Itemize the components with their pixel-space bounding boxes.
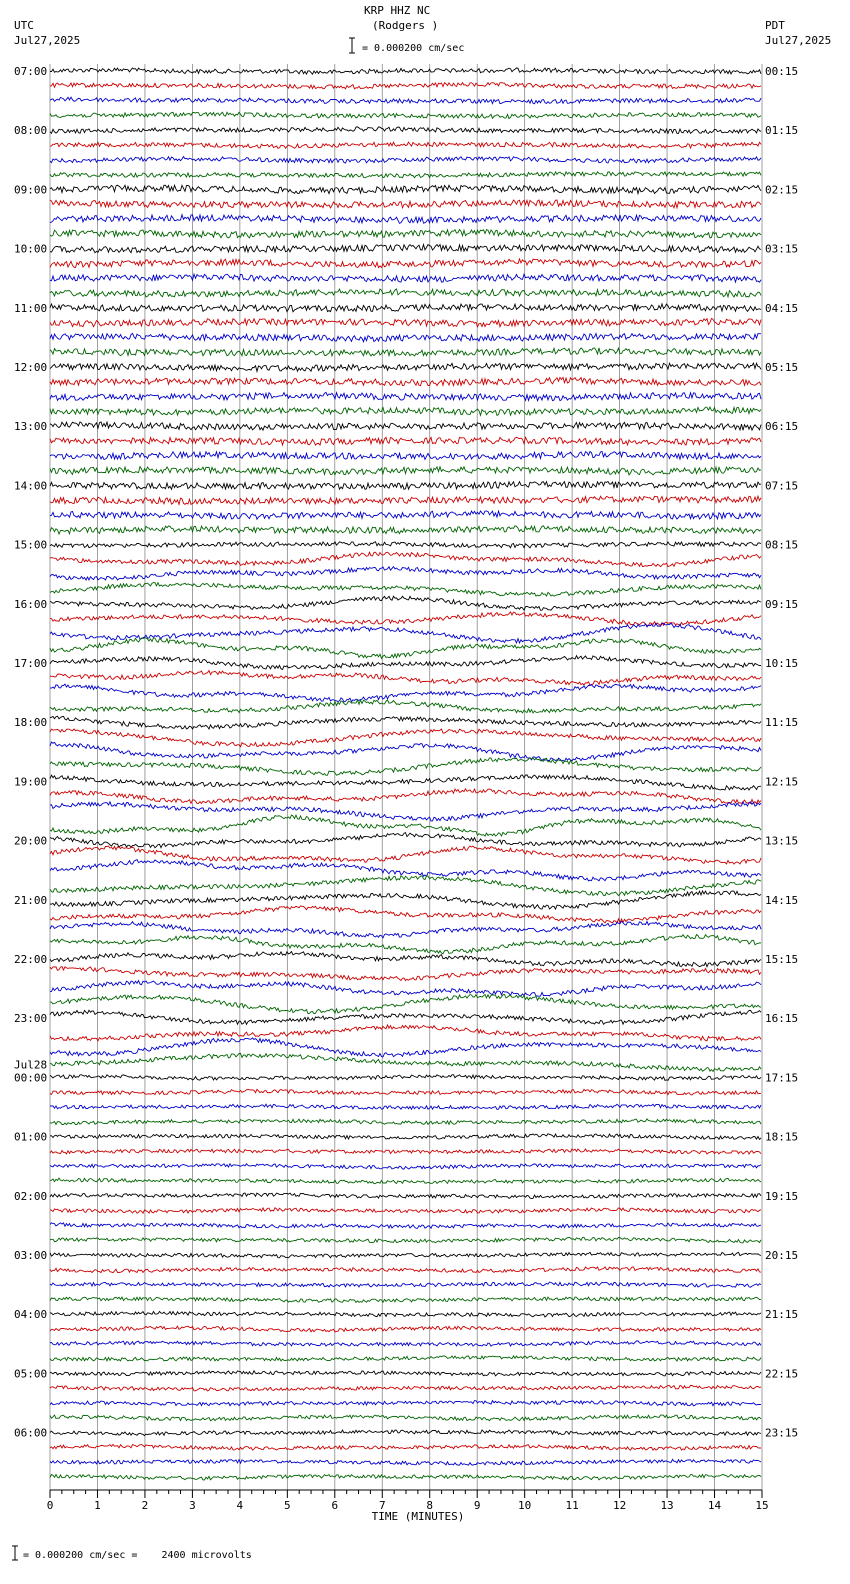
seismic-trace — [50, 1445, 761, 1451]
seismic-trace — [50, 1010, 761, 1024]
pdt-hour-label: 00:15 — [765, 65, 799, 78]
seismic-trace — [50, 1104, 761, 1109]
pdt-hour-label: 14:15 — [765, 893, 799, 907]
seismic-trace — [50, 1178, 761, 1184]
utc-hour-label: 21:00 — [14, 893, 48, 907]
seismic-trace — [50, 185, 761, 193]
seismic-trace — [50, 274, 761, 282]
seismic-trace — [50, 1089, 761, 1095]
seismic-trace — [50, 83, 761, 89]
utc-hour-label: 04:00 — [14, 1308, 48, 1322]
x-tick-label: 4 — [236, 1499, 244, 1512]
seismic-trace — [50, 789, 761, 804]
x-tick-label: 9 — [473, 1499, 481, 1512]
pdt-hour-label: 09:15 — [765, 597, 799, 611]
seismic-trace — [50, 1341, 761, 1346]
seismic-trace — [50, 1193, 761, 1199]
utc-hour-label: 18:00 — [14, 716, 48, 730]
calibration-label: = 0.000200 cm/sec = 2400 microvolts — [23, 1550, 252, 1561]
seismic-trace — [50, 142, 761, 148]
pdt-hour-label: 13:15 — [765, 834, 799, 848]
pdt-hour-label: 11:15 — [765, 716, 799, 730]
seismic-trace — [50, 952, 761, 967]
seismic-trace — [50, 363, 761, 371]
seismic-trace — [50, 1119, 761, 1125]
seismic-trace — [50, 981, 761, 997]
seismic-trace — [50, 68, 761, 74]
x-axis — [47, 1490, 769, 1523]
seismic-trace — [50, 583, 761, 597]
seismic-trace — [50, 700, 761, 713]
seismic-trace — [50, 1326, 761, 1332]
seismic-trace — [50, 127, 761, 133]
seismic-trace — [50, 1459, 761, 1465]
pdt-hour-label: 07:15 — [765, 479, 799, 493]
seismic-trace — [50, 1385, 761, 1391]
pdt-hour-label: 12:15 — [765, 775, 799, 789]
x-tick-label: 6 — [331, 1499, 339, 1512]
pdt-hour-label: 10:15 — [765, 657, 799, 670]
pdt-hour-label: 01:15 — [765, 124, 799, 138]
seismic-trace — [50, 289, 761, 297]
pdt-hour-label: 22:15 — [765, 1367, 799, 1381]
seismic-trace — [50, 891, 761, 909]
utc-hour-label: 07:00 — [14, 65, 48, 78]
seismic-trace — [50, 775, 761, 790]
seismic-trace — [50, 467, 761, 475]
seismic-trace — [50, 1208, 761, 1213]
seismic-trace — [50, 684, 761, 702]
seismic-trace — [50, 407, 761, 415]
seismic-trace — [50, 1356, 761, 1361]
seismic-trace — [50, 623, 761, 643]
x-tick-label: 12 — [612, 1499, 627, 1512]
seismic-trace — [50, 482, 761, 490]
seismic-trace — [50, 200, 761, 208]
utc-hour-label: 13:00 — [14, 420, 48, 434]
x-tick-label: 13 — [660, 1499, 674, 1512]
seismic-trace — [50, 656, 761, 670]
seismic-trace — [50, 452, 761, 460]
seismic-trace — [50, 935, 761, 954]
pdt-hour-label: 17:15 — [765, 1071, 799, 1085]
seismic-trace — [50, 437, 761, 445]
scale-label: = 0.000200 cm/sec — [362, 43, 465, 54]
seismic-trace — [50, 1053, 761, 1071]
seismic-trace — [50, 1430, 761, 1436]
x-tick-label: 11 — [565, 1499, 579, 1512]
seismic-trace — [50, 304, 761, 312]
seismic-trace — [50, 157, 761, 164]
utc-hour-label: 23:00 — [14, 1012, 48, 1026]
x-tick-label: 2 — [141, 1499, 149, 1512]
x-tick-label: 10 — [518, 1499, 532, 1512]
seismic-trace — [50, 348, 761, 356]
pdt-hour-label: 20:15 — [765, 1249, 799, 1262]
seismic-trace — [50, 596, 761, 610]
x-tick-label: 1 — [94, 1499, 101, 1512]
seismic-trace — [50, 742, 761, 761]
seismic-trace — [50, 1223, 761, 1229]
seismic-trace — [50, 876, 761, 896]
utc-hour-label: 14:00 — [14, 479, 48, 493]
utc-hour-label: 06:00 — [14, 1426, 48, 1440]
utc-hour-label: 11:00 — [14, 301, 48, 315]
hour-labels — [14, 65, 798, 1440]
utc-hour-label: 16:00 — [14, 597, 48, 611]
seismic-trace — [50, 319, 761, 327]
pdt-hour-label: 15:15 — [765, 953, 799, 966]
seismic-trace — [50, 1415, 761, 1421]
seismic-trace — [50, 567, 761, 581]
seismic-trace — [50, 612, 761, 626]
utc-hour-label: 20:00 — [14, 834, 48, 848]
pdt-hour-label: 02:15 — [765, 183, 799, 197]
seismic-trace — [50, 1149, 761, 1154]
pdt-hour-label: 05:15 — [765, 361, 799, 374]
station-location: (Rodgers ) — [372, 19, 439, 32]
seismic-trace — [50, 1252, 761, 1258]
left-date: Jul27,2025 — [14, 34, 81, 47]
seismic-trace — [50, 758, 761, 776]
utc-hour-label: 09:00 — [14, 183, 48, 197]
pdt-hour-label: 21:15 — [765, 1308, 799, 1322]
utc-hour-label: 12:00 — [14, 361, 48, 374]
utc-hour-label: 03:00 — [14, 1249, 48, 1262]
pdt-hour-label: 16:15 — [765, 1012, 799, 1026]
seismic-trace — [50, 995, 761, 1014]
seismic-trace — [50, 245, 761, 253]
seismic-trace — [50, 215, 761, 224]
x-axis-title: TIME (MINUTES) — [371, 1510, 465, 1523]
pdt-hour-label: 08:15 — [765, 538, 799, 552]
seismic-trace — [50, 172, 761, 178]
seismic-trace — [50, 1267, 761, 1273]
seismic-trace — [50, 1164, 761, 1169]
pdt-hour-label: 18:15 — [765, 1130, 799, 1144]
utc-hour-label: 00:00 — [14, 1071, 48, 1085]
seismic-trace — [50, 1282, 761, 1287]
utc-hour-label: 02:00 — [14, 1189, 48, 1203]
seismic-trace — [50, 1312, 761, 1318]
seismic-trace — [50, 542, 761, 548]
pdt-hour-label: 03:15 — [765, 242, 799, 256]
seismic-trace — [50, 511, 761, 519]
x-tick-label: 14 — [707, 1499, 722, 1512]
seismic-trace — [50, 1025, 761, 1041]
seismic-trace — [50, 1038, 761, 1057]
seismic-trace — [50, 392, 761, 400]
utc-hour-label: 10:00 — [14, 242, 48, 256]
x-tick-label: 8 — [426, 1499, 434, 1512]
time-grid — [50, 64, 762, 1490]
x-tick-label: 5 — [284, 1499, 291, 1512]
seismic-trace — [50, 112, 761, 118]
seismic-trace — [50, 1237, 761, 1243]
pdt-hour-label: 23:15 — [765, 1426, 799, 1440]
seismic-trace — [50, 1075, 761, 1081]
utc-hour-label: 05:00 — [14, 1367, 48, 1381]
x-tick-label: 7 — [378, 1499, 386, 1512]
seismic-trace — [50, 259, 761, 268]
seismic-trace — [50, 1134, 761, 1140]
utc-hour-label: 01:00 — [14, 1130, 48, 1144]
seismic-trace — [50, 1474, 761, 1480]
utc-hour-label: 17:00 — [14, 657, 48, 670]
seismic-trace — [50, 921, 761, 938]
seismic-trace — [50, 97, 761, 104]
seismic-trace — [50, 230, 761, 238]
utc-hour-label: 08:00 — [14, 124, 48, 138]
seismic-trace — [50, 671, 761, 686]
seismic-trace — [50, 377, 761, 385]
utc-hour-label: 22:00 — [14, 953, 48, 966]
seismic-trace — [50, 638, 761, 659]
x-tick-label: 15 — [755, 1499, 769, 1512]
seismic-trace — [50, 906, 761, 923]
seismic-trace — [50, 1371, 761, 1376]
seismic-trace — [50, 1401, 761, 1406]
utc-hour-label: 15:00 — [14, 538, 48, 552]
seismic-trace — [50, 552, 761, 566]
pdt-hour-label: 04:15 — [765, 301, 799, 315]
utc-hour-label: 19:00 — [14, 775, 48, 789]
pdt-hour-label: 06:15 — [765, 420, 799, 434]
trace-group — [50, 68, 761, 1480]
seismic-trace — [50, 496, 761, 504]
pdt-hour-label: 19:15 — [765, 1189, 799, 1203]
seismic-trace — [50, 833, 761, 848]
seismic-trace — [50, 333, 761, 341]
x-tick-label: 3 — [189, 1499, 196, 1512]
seismic-trace — [50, 526, 761, 534]
seismic-trace — [50, 729, 761, 747]
right-timezone: PDT — [765, 19, 785, 32]
x-tick-label: 0 — [46, 1499, 54, 1512]
seismic-trace — [50, 860, 761, 881]
date-change-label: Jul28 — [14, 1058, 48, 1072]
scale-bar-icon — [349, 38, 355, 53]
seismic-trace — [50, 716, 761, 729]
seismic-trace — [50, 1297, 761, 1302]
station-title: KRP HHZ NC — [364, 4, 431, 17]
right-date: Jul27,2025 — [765, 34, 832, 47]
seismic-trace — [50, 967, 761, 981]
calibration-bar-icon — [12, 1546, 18, 1560]
seismic-trace — [50, 802, 761, 821]
left-timezone: UTC — [14, 19, 34, 32]
seismic-trace — [50, 422, 761, 430]
